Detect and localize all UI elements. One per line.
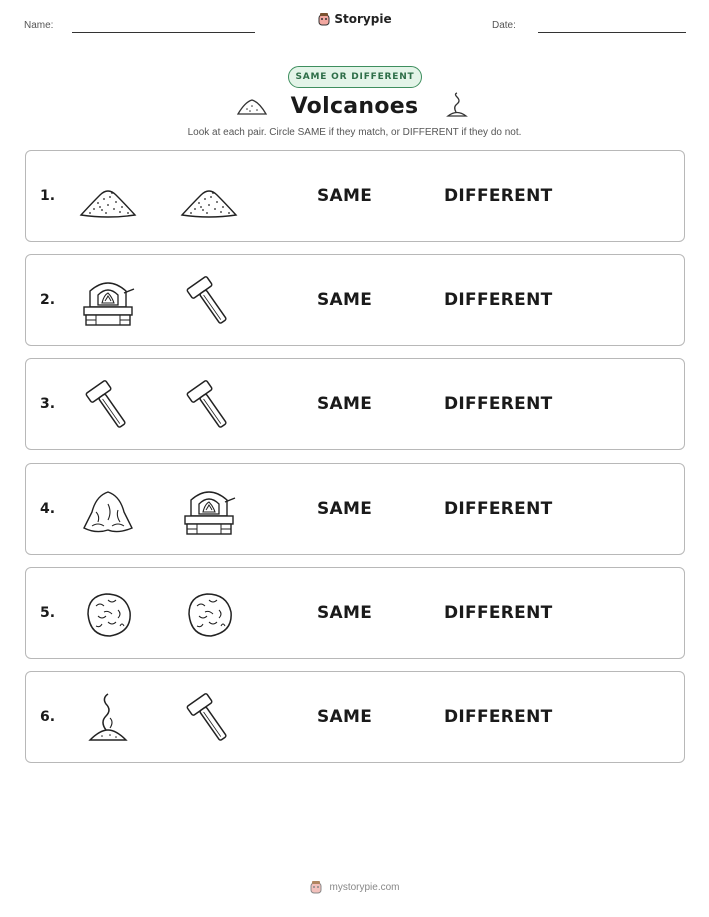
kiln-icon <box>78 273 138 329</box>
question-number: 4. <box>40 500 56 517</box>
question-number: 6. <box>40 708 56 725</box>
question-row <box>25 463 685 555</box>
hammer-icon <box>179 377 239 433</box>
different-option[interactable]: DIFFERENT <box>444 706 553 727</box>
different-option[interactable]: DIFFERENT <box>444 186 553 206</box>
title-row <box>0 92 709 120</box>
question-row <box>25 150 685 242</box>
same-option[interactable]: SAME <box>317 394 373 415</box>
hammer-icon <box>78 377 138 433</box>
ash-pile-icon <box>78 169 138 225</box>
different-option[interactable]: DIFFERENT <box>444 290 553 311</box>
lava-dome-icon <box>78 482 138 538</box>
question-number: 2. <box>40 292 56 309</box>
question-row <box>25 671 685 763</box>
smoke-icon <box>78 690 138 746</box>
name-label: Name: <box>24 20 54 31</box>
brand-logo <box>0 12 709 26</box>
kiln-icon <box>179 482 239 538</box>
footer-url: mystorypie.com <box>329 881 400 893</box>
worksheet-type-badge: SAME OR DIFFERENT <box>288 66 422 88</box>
mascot-icon <box>309 880 323 894</box>
mascot-icon <box>317 12 331 26</box>
ash-pile-icon <box>179 169 239 225</box>
page-title: Volcanoes <box>290 93 419 119</box>
question-number: 5. <box>40 604 56 621</box>
name-line[interactable] <box>72 32 255 33</box>
smoke-icon <box>440 92 474 120</box>
same-option[interactable]: SAME <box>317 602 373 623</box>
date-label: Date: <box>492 20 516 31</box>
instructions: Look at each pair. Circle SAME if they match, or DIFFERENT if they do not. <box>187 127 522 138</box>
same-option[interactable]: SAME <box>317 290 373 311</box>
ash-pile-icon <box>235 92 269 120</box>
question-number: 1. <box>40 188 56 204</box>
rock-icon <box>179 586 239 642</box>
different-option[interactable]: DIFFERENT <box>444 602 553 623</box>
same-option[interactable]: SAME <box>317 498 373 519</box>
different-option[interactable]: DIFFERENT <box>444 498 553 519</box>
date-line[interactable] <box>538 32 686 33</box>
question-row <box>25 358 685 450</box>
rock-icon <box>78 586 138 642</box>
brand-name: Storypie <box>334 12 392 26</box>
different-option[interactable]: DIFFERENT <box>444 394 553 415</box>
question-row <box>25 567 685 659</box>
question-list <box>25 150 685 775</box>
same-option[interactable]: SAME <box>317 706 373 727</box>
question-number: 3. <box>40 396 56 413</box>
same-option[interactable]: SAME <box>317 186 373 206</box>
hammer-icon <box>179 690 239 746</box>
hammer-icon <box>179 273 239 329</box>
question-row <box>25 254 685 346</box>
footer <box>0 880 709 894</box>
